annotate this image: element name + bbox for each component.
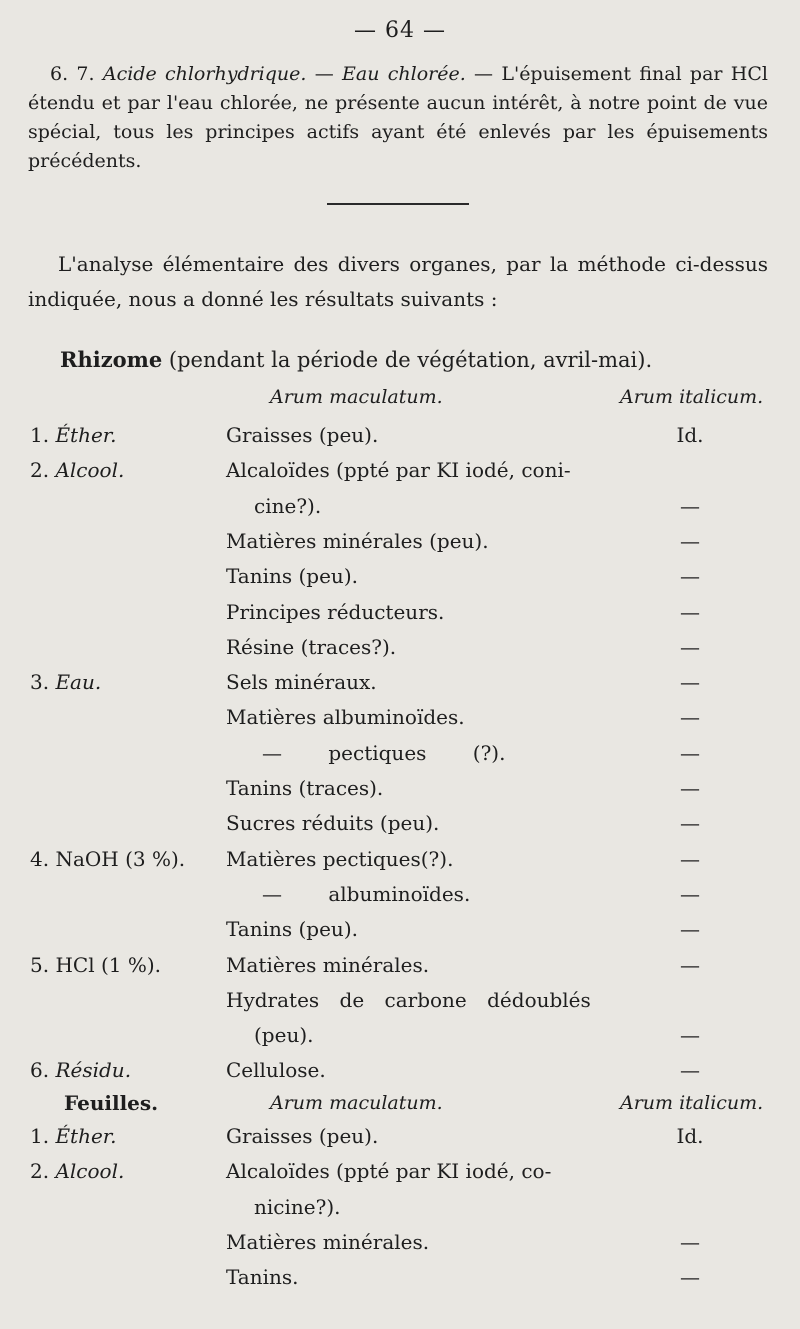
rhizome-title: Rhizome <box>60 347 163 372</box>
row-item: Tanins (peu). <box>226 564 358 589</box>
row-label <box>30 670 101 694</box>
row-item: — albuminoïdes. <box>262 881 471 906</box>
row-item: Matières albuminoïdes. <box>226 705 465 730</box>
row-label <box>30 458 124 482</box>
row-label <box>30 1124 117 1148</box>
row-solvent: Eau. <box>55 670 102 695</box>
row-mark: — <box>680 1023 700 1048</box>
row-item: Cellulose. <box>226 1058 326 1083</box>
row-item: Tanins. <box>226 1265 299 1290</box>
row-item: Alcaloïdes (ppté par KI iodé, coni- <box>226 458 571 483</box>
row-solvent: Résidu. <box>55 1058 132 1083</box>
row-mark: — <box>680 564 700 589</box>
row-mark: — <box>680 811 700 836</box>
row-item: Tanins (peu). <box>226 917 358 942</box>
row-number: 2. <box>30 1159 56 1184</box>
row-mark: Id. <box>676 423 704 447</box>
row-item: Matières pectiques(?). <box>226 846 454 871</box>
row-item: Graisses (peu). <box>226 1124 379 1148</box>
rhizome-subtitle: (pendant la période de végétation, avril-mai). <box>168 348 653 372</box>
row-item: (peu). <box>254 1023 314 1048</box>
row-label <box>30 847 185 871</box>
row-number: 1. <box>30 1124 56 1148</box>
intro-label: 6. 7. <box>50 63 95 85</box>
row-label <box>30 423 117 447</box>
row-number: 5. <box>30 952 56 977</box>
row-item: Tanins (traces). <box>226 776 384 800</box>
rhizome-heading <box>60 347 652 372</box>
intro-paragraph <box>28 60 768 176</box>
row-item: Sucres réduits (peu). <box>226 811 440 836</box>
row-mark: — <box>680 952 700 977</box>
row-mark: — <box>680 1265 700 1290</box>
row-item: Matières minérales. <box>226 1229 430 1254</box>
row-mark: — <box>680 634 700 659</box>
row-mark: — <box>680 881 700 906</box>
rhizome-col-maculatum: Arum maculatum. <box>270 386 443 408</box>
row-solvent: Éther. <box>55 1124 117 1148</box>
row-mark: — <box>680 917 700 942</box>
row-solvent: Alcool. <box>55 1159 125 1184</box>
row-label <box>30 953 161 977</box>
page-number: — 64 — <box>354 18 446 43</box>
row-solvent: HCl (1 %). <box>55 952 161 977</box>
row-item: Matières minérales (peu). <box>226 528 489 553</box>
feuilles-col-italicum: Arum italicum. <box>620 1092 764 1114</box>
intro-sep: — <box>306 63 343 85</box>
intro-title-2: Eau chlorée. <box>342 63 466 85</box>
row-solvent: Alcool. <box>55 458 125 483</box>
feuilles-title: Feuilles. <box>64 1091 159 1115</box>
row-number: 3. <box>30 670 56 695</box>
row-item: Résine (traces?). <box>226 634 397 659</box>
feuilles-col-maculatum: Arum maculatum. <box>270 1092 443 1114</box>
row-solvent: Éther. <box>55 423 117 447</box>
row-label <box>30 1058 131 1082</box>
row-item: Alcaloïdes (ppté par KI iodé, co- <box>226 1159 552 1184</box>
row-item: nicine?). <box>254 1194 341 1219</box>
row-item: Principes réducteurs. <box>226 599 445 624</box>
row-item: Sels minéraux. <box>226 670 377 695</box>
row-mark: — <box>680 493 700 518</box>
analysis-text: L'analyse élémentaire des divers organes, par la méthode ci-dessus indiquée, nous a donné les résultats suivants : <box>28 252 768 311</box>
row-mark: — <box>680 599 700 624</box>
row-mark: — <box>680 670 700 695</box>
row-mark: — <box>680 528 700 553</box>
row-mark: — <box>680 1229 700 1254</box>
row-item: Graisses (peu). <box>226 423 379 447</box>
row-item: Matières minérales. <box>226 952 430 977</box>
row-item: cine?). <box>254 493 322 518</box>
row-number: 6. <box>30 1058 56 1083</box>
row-number: 1. <box>30 423 56 447</box>
row-label <box>30 1159 124 1183</box>
rhizome-col-italicum: Arum italicum. <box>620 386 764 408</box>
row-number: 4. <box>30 846 56 871</box>
row-item: Hydrates de carbone dédoublés <box>226 987 591 1012</box>
row-mark: — <box>680 776 700 800</box>
row-mark: — <box>680 1058 700 1083</box>
row-mark: — <box>680 740 700 765</box>
intro-title-1: Acide chlorhydrique. <box>102 63 307 85</box>
row-mark: Id. <box>676 1124 704 1148</box>
section-divider <box>327 203 469 205</box>
analysis-paragraph <box>28 247 768 317</box>
row-item: — pectiques (?). <box>262 740 506 765</box>
row-mark: — <box>680 705 700 730</box>
row-number: 2. <box>30 458 56 483</box>
row-mark: — <box>680 846 700 871</box>
row-solvent: NaOH (3 %). <box>55 846 186 871</box>
intro-text: — L'épuisement final par HCl étendu et par l'eau chlorée, ne présente aucun intérêt, à notre point de vue spécial, tous les principes actifs ayant été enlevés par les épuisements précédents. <box>28 63 768 172</box>
